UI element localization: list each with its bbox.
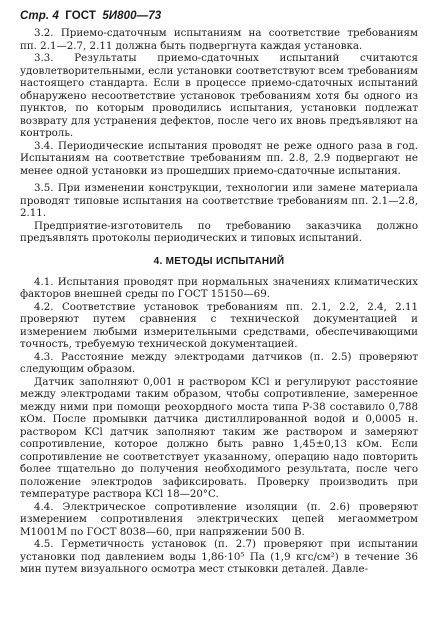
paragraph-3-2: 3.2. Приемо-сдаточным испытаниям на соответствие требованиям пп. 2.1—2.7, 2.11 должна быть подвергнута каждая установка. [20, 27, 418, 52]
paragraph-sensor-procedure: Датчик заполняют 0,001 н раствором KCl и регулируют расстояние между электродами таким образом, чтобы сопротивление, замеренное между ними при помощи реохордного моста типа Р-38 составило 0,788 кОм. После промывки датчика дистиллированной водой и 0,0005 н. раствором KCl датчик заполняют таким же раствором и замеряют сопротивление, которое должно быть равно 1,45±0,13 кОм. Если сопротивление не соответствует указанному, операцию надо повторить более тщательно до получения необходимого результата, после чего положение электродов зафиксировать. Проверку производить при температуре раствора KCl 18—20°C. [20, 375, 418, 500]
document-page [20, 10, 418, 576]
paragraph-4-5: 4.5. Герметичность установок (п. 2.7) проверяют при испытании установки под давлением воды 1,86·10⁵ Па (1,9 кгс/см²) в течение 36 мин путем визуального осмотра мест стыковки деталей. Давле- [20, 538, 418, 575]
page-number: Стр. 4 [20, 10, 59, 22]
standard-label: ГОСТ [65, 10, 97, 22]
standard-number: 5И800—73 [102, 10, 162, 22]
paragraph-3-5: 3.5. При изменении конструкции, технологии или замене материала проводят типовые испытания на соответствие требованиям пп. 2.1—2.8, 2.11. [20, 182, 418, 219]
paragraph-3-4: 3.4. Периодические испытания проводят не реже одного раза в год. Испытаниям на соответствие требованиям пп. 2.8, 2.9 подвергают не менее одной установки из прошедших приемо-сдаточные испытания. [20, 139, 418, 177]
paragraph-4-2: 4.2. Соответствие установок требованиям пп. 2.1, 2.2, 2.4, 2.11 проверяют путем сравнения с технической документацией и измерением любыми измерительными средствами, обеспечивающими точность, требуемую технической документацией. [20, 300, 418, 350]
section-heading: 4. МЕТОДЫ ИСПЫТАНИЙ [153, 255, 285, 267]
paragraph-manufacturer: Предприятие-изготовитель по требованию заказчика должно предъявлять протоколы периодических и типовых испытаний. [20, 219, 418, 244]
paragraph-4-3: 4.3. Расстояние между электродами датчиков (п. 2.5) проверяют следующим образом. [20, 350, 418, 375]
paragraph-3-3: 3.3. Результаты приемо-сдаточных испытаний считаются удовлетворительными, если установки соответствуют всем требованиям настоящего стандарта. Если в процессе приемо-сдаточных испытаний обнаружено несоответствие установок требованиям хотя бы одного из пунктов, по которым проводились испытания, установки подлежат возврату для устранения дефектов, после чего их вновь предъявляют на контроль. [20, 52, 418, 139]
paragraph-4-1: 4.1. Испытания проводят при нормальных значениях климатических факторов внешней среды по ГОСТ 15150—69. [20, 275, 418, 300]
page-header [20, 10, 418, 22]
paragraph-4-4: 4.4. Электрическое сопротивление изоляции (п. 2.6) проверяют измерением сопротивления электрических цепей мегаомметром М1001М по ГОСТ 8038—60, при напряжении 500 В. [20, 500, 418, 538]
